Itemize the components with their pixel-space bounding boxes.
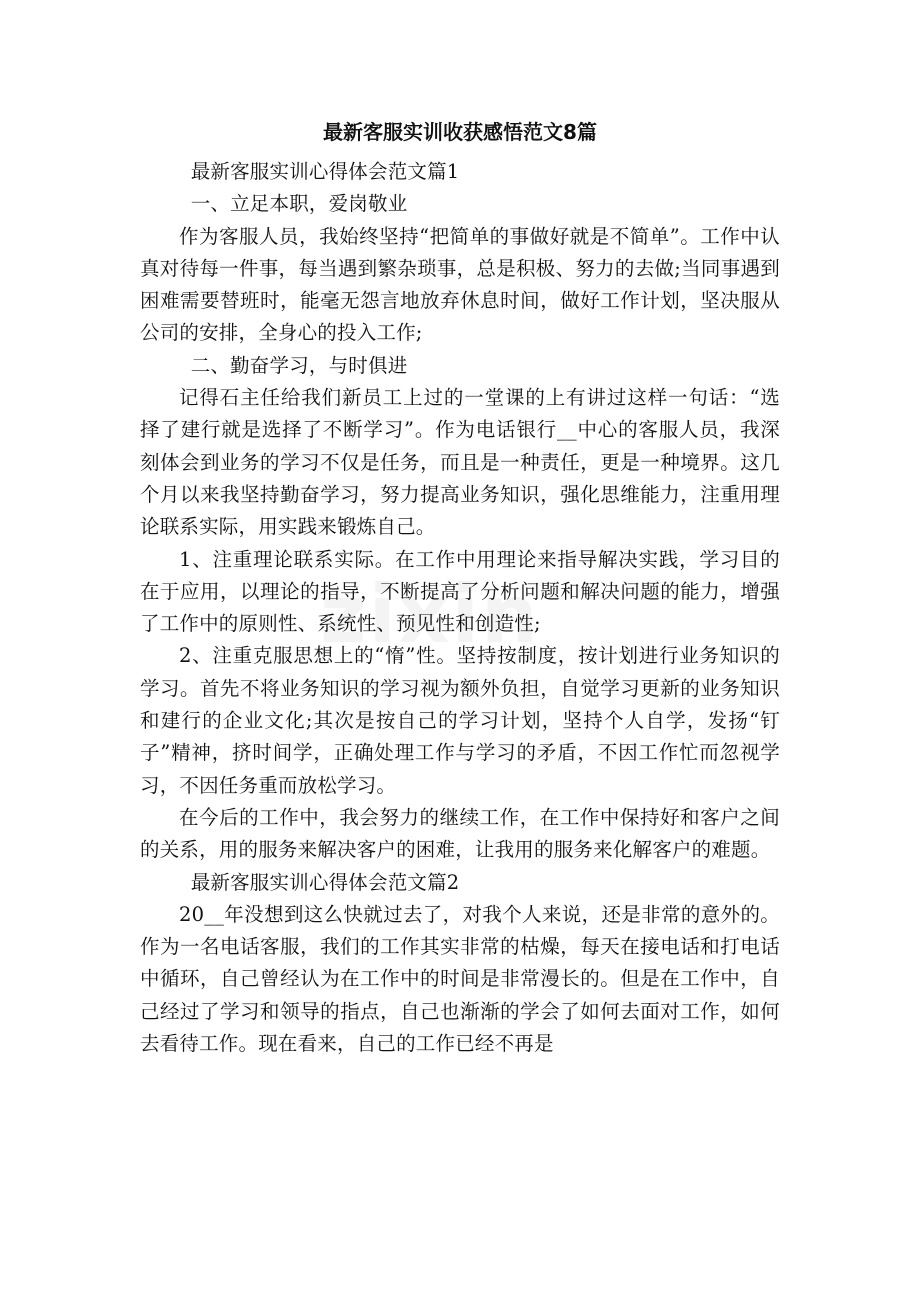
paragraph: 在今后的工作中，我会努力的继续工作，在工作中保持好和客户之间的关系，用的服务来解决客户的困难，让我用的服务来化解客户的难题。 xyxy=(140,805,780,862)
subheading-2: 二、勤奋学习，与时俱进 xyxy=(190,353,408,377)
paragraph: 1、注重理论联系实际。在工作中用理论来指导解决实践，学习目的在于应用，以理论的指导，不断提高了分析问题和解决问题的能力，增强了工作中的原则性、系统性、预见性和创造性; xyxy=(140,547,780,636)
section-heading-2: 最新客服实训心得体会范文篇2 xyxy=(190,870,460,894)
document-body xyxy=(140,156,780,1060)
section-heading-1: 最新客服实训心得体会范文篇1 xyxy=(190,160,460,183)
paragraph: 记得石主任给我们新员工上过的一堂课的上有讲过这样一句话：“选择了建行就是选择了不断学习”。作为电话银行__中心的客服人员，我深刻体会到业务的学习不仅是任务，而且是一种责任，更是一种境界。这几个月以来我坚持勤奋学习，努力提高业务知识，强化思维能力，注重用理论联系实际，用实践来锻炼自己。 xyxy=(140,386,780,539)
subheading-1: 一、立足本职，爱岗敬业 xyxy=(190,192,408,216)
document-title: 最新客服实训收获感悟范文8篇 xyxy=(323,120,597,144)
paragraph: 20__年没想到这么快就过去了，对我个人来说，还是非常的意外的。作为一名电话客服，我们的工作其实非常的枯燥，每天在接电话和打电话中循环，自己曾经认为在工作中的时间是非常漫长的。但是在工作中，自己经过了学习和领导的指点，自己也渐渐的学会了如何去面对工作，如何去看待工作。现在看来，自己的工作已经不再是 xyxy=(140,902,780,1056)
paragraph: 2、注重克服思想上的“惰”性。坚持按制度，按计划进行业务知识的学习。首先不将业务知识的学习视为额外负担，自觉学习更新的业务知识和建行的企业文化;其次是按自己的学习计划，坚持个人自学，发扬“钉子”精神，挤时间学，正确处理工作与学习的矛盾，不因工作忙而忽视学习，不因任务重而放松学习。 xyxy=(140,644,780,797)
paragraph: 作为客服人员，我始终坚持“把简单的事做好就是不简单”。工作中认真对待每一件事，每当遇到繁杂琐事，总是积极、努力的去做;当同事遇到困难需要替班时，能毫无怨言地放弃休息时间，做好工作计划，坚决服从公司的安排，全身心的投入工作; xyxy=(140,224,780,345)
